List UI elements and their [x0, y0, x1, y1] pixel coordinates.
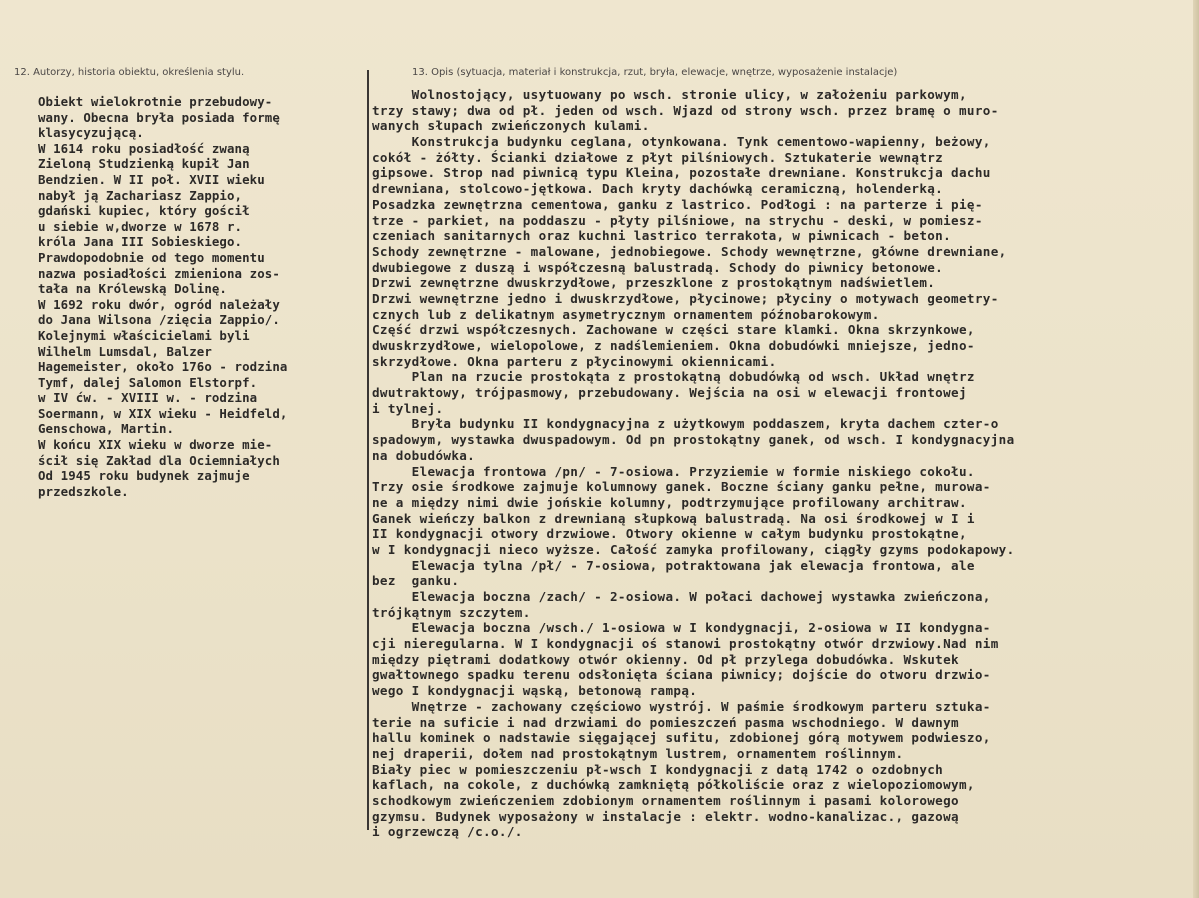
history-text-line: nabył ją Zachariasz Zappio,: [38, 187, 243, 203]
history-text-line: u siebie w,dworze w 1678 r.: [38, 218, 243, 234]
description-text-line: gzymsu. Budynek wyposażony w instalacje : elektr. wodno-kanalizac., gazową: [372, 808, 959, 824]
history-text-line: ścił się Zakład dla Ociemniałych: [38, 452, 280, 468]
history-text-line: Kolejnymi właścicielami byli: [38, 327, 250, 343]
history-text-line: króla Jana III Sobieskiego.: [38, 234, 243, 250]
description-text-line: hallu kominek o nadstawie sięgającej sufitu, zdobionej górą motywem podwieszo,: [372, 730, 991, 746]
history-text-line: W 1692 roku dwór, ogród należały: [38, 296, 280, 312]
history-text-line: Obiekt wielokrotnie przebudowy-: [38, 94, 273, 109]
description-text-line: trzy stawy; dwa od pł. jeden od wsch. Wjazd od strony wsch. przez bramę o muro-: [372, 102, 999, 118]
history-text-line: Bendzien. W II poł. XVII wieku: [38, 171, 265, 187]
description-text-line: Ganek wieńczy balkon z drewnianą słupkową balustradą. Na osi środkowej w I i: [372, 510, 975, 526]
history-text-line: przedszkole.: [38, 483, 129, 499]
description-text-line: i ogrzewczą /c.o./.: [372, 824, 523, 840]
description-text-line: cokół - żółty. Ścianki działowe z płyt pilśniowych. Sztukaterie wewnątrz: [372, 149, 944, 165]
description-text-line: nej draperii, dołem nad prostokątnym lustrem, ornamentem roślinnym.: [372, 745, 904, 761]
description-text-line: cznych lub z delikatnym asymetrycznym ornamentem późnobarokowym.: [372, 306, 880, 322]
description-text-line: Bryła budynku II kondygnacyjna z użytkowym poddaszem, kryta dachem czter-o: [372, 416, 999, 432]
description-text-line: Drzwi zewnętrzne dwuskrzydłowe, przeszklone z prostokątnym nadświetlem.: [372, 275, 936, 291]
section-12-heading: 12. Autorzy, historia obiektu, określenia stylu.: [14, 67, 245, 78]
description-text-line: w I kondygnacji nieco wyższe. Całość zamyka profilowany, ciągły gzyms podokapowy.: [372, 541, 1015, 557]
description-text-line: kaflach, na cokole, z duchówką zamkniętą półkoliście oraz z wielopoziomowym,: [372, 777, 975, 793]
description-text-line: czeniach sanitarnych oraz kuchni lastrico terrakota, w piwnicach - beton.: [372, 228, 952, 244]
description-text-line: II kondygnacji otwory drzwiowe. Otwory okienne w całym budynku prostokątne,: [372, 526, 967, 542]
history-text-line: Prawdopodobnie od tego momentu: [38, 249, 265, 265]
history-text-line: Soermann, w XIX wieku - Heidfeld,: [38, 405, 288, 421]
description-text-line: wanych słupach zwieńczonych kulami.: [372, 118, 650, 134]
description-text-line: Elewacja boczna /wsch./ 1-osiowa w I kondygnacji, 2-osiowa w II kondygna-: [372, 620, 991, 636]
description-text-line: spadowym, wystawka dwuspadowym. Od pn prostokątny ganek, od wsch. I kondygnacyjna: [372, 432, 1015, 448]
history-text-line: Zieloną Studzienką kupił Jan: [38, 156, 250, 172]
description-text-line: skrzydłowe. Okna parteru z płycinowymi okiennicami.: [372, 353, 777, 369]
description-column: [372, 87, 1192, 840]
description-text-line: Wolnostojący, usytuowany po wsch. stronie ulicy, w założeniu parkowym,: [372, 87, 967, 102]
history-column: [38, 94, 368, 499]
history-text-line: klasycyzującą.: [38, 125, 144, 141]
history-text-line: W 1614 roku posiadłość zwaną: [38, 140, 250, 156]
history-text-line: Wilhelm Lumsdal, Balzer: [38, 343, 212, 359]
description-text-line: gwałtownego spadku terenu odsłonięta ściana piwnicy; dojście do otworu drzwio-: [372, 667, 991, 683]
description-text-line: Elewacja boczna /zach/ - 2-osiowa. W połaci dachowej wystawka zwieńczona,: [372, 589, 991, 604]
description-text-line: Biały piec w pomieszczeniu pł-wsch I kondygnacji z datą 1742 o ozdobnych: [372, 761, 944, 777]
history-text-line: Tymf, dalej Salomon Elstorpf.: [38, 374, 258, 390]
description-text-line: między piętrami dodatkowy otwór okienny. Od pł przylega dobudówka. Wskutek: [372, 651, 959, 667]
section-13-heading: 13. Opis (sytuacja, materiał i konstrukcja, rzut, bryła, elewacje, wnętrze, wyposażenie instalacje): [412, 67, 898, 78]
description-text-line: ne a między nimi dwie jońskie kolumny, podtrzymujące profilowany architraw.: [372, 494, 967, 510]
history-text-line: tała na Królewską Dolinę.: [38, 281, 227, 297]
history-text-line: W końcu XIX wieku w dworze mie-: [38, 437, 273, 453]
history-text-line: do Jana Wilsona /zięcia Zappio/.: [38, 312, 280, 328]
history-text-line: wany. Obecna bryła posiada formę: [38, 109, 280, 125]
description-text-line: i tylnej.: [372, 400, 444, 416]
description-text-line: schodkowym zwieńczeniem zdobionym ornamentem roślinnym i pasami kolorowego: [372, 792, 959, 808]
description-text-line: dwubiegowe z duszą i współczesną balustradą. Schody do piwnicy betonowe.: [372, 259, 944, 275]
description-text-line: Plan na rzucie prostokąta z prostokątną dobudówką od wsch. Układ wnętrz: [372, 369, 975, 385]
history-text-line: Genschowa, Martin.: [38, 421, 175, 437]
description-text-line: Schody zewnętrzne - malowane, jednobiegowe. Schody wewnętrzne, główne drewniane,: [372, 243, 1007, 259]
description-text-line: trójkątnym szczytem.: [372, 604, 531, 620]
page-edge: [1193, 0, 1199, 898]
description-text-line: Część drzwi współczesnych. Zachowane w części stare klamki. Okna skrzynkowe,: [372, 322, 975, 338]
description-text-line: bez ganku.: [372, 573, 460, 589]
history-text-line: w IV ćw. - XVIII w. - rodzina: [38, 390, 258, 406]
description-text-line: Elewacja tylna /pł/ - 7-osiowa, potraktowana jak elewacja frontowa, ale: [372, 557, 975, 573]
description-text-line: dwutraktowy, trójpasmowy, przebudowany. Wejścia na osi w elewacji frontowej: [372, 385, 967, 401]
description-text-line: Posadzka zewnętrzna cementowa, ganku z lastrico. Podłogi : na parterze i pię-: [372, 196, 983, 212]
history-text-line: Hagemeister, około 176o - rodzina: [38, 359, 288, 375]
description-text-line: Elewacja frontowa /pn/ - 7-osiowa. Przyziemie w formie niskiego cokołu.: [372, 463, 975, 479]
description-text-line: terie na suficie i nad drzwiami do pomieszczeń pasma wschodniego. W dawnym: [372, 714, 959, 730]
description-text-line: cji nieregularna. W I kondygnacji oś stanowi prostokątny otwór drzwiowy.Nad nim: [372, 636, 999, 652]
description-text-line: Trzy osie środkowe zajmuje kolumnowy ganek. Boczne ściany ganku pełne, murowa-: [372, 479, 991, 495]
description-text-line: Drzwi wewnętrzne jedno i dwuskrzydłowe, płycinowe; płyciny o motywach geometry-: [372, 290, 999, 306]
description-text-line: wego I kondygnacji wąską, betonową rampą.: [372, 683, 698, 699]
description-text-line: drewniana, stolcowo-jętkowa. Dach kryty dachówką ceramiczną, holenderką.: [372, 181, 944, 197]
history-text-line: Od 1945 roku budynek zajmuje: [38, 468, 250, 484]
description-text-line: Konstrukcja budynku ceglana, otynkowana. Tynk cementowo-wapienny, beżowy,: [372, 134, 991, 150]
description-text-line: trze - parkiet, na poddaszu - płyty pilśniowe, na strychu - deski, w pomiesz-: [372, 212, 983, 228]
description-text-line: Wnętrze - zachowany częściowo wystrój. W paśmie środkowym parteru sztuka-: [372, 698, 991, 714]
description-text-line: na dobudówka.: [372, 447, 476, 463]
description-text-line: dwuskrzydłowe, wielopolowe, z nadślemieniem. Okna dobudówki mniejsze, jedno-: [372, 338, 975, 353]
history-text-line: nazwa posiadłości zmieniona zos-: [38, 265, 280, 281]
history-text-line: gdański kupiec, który gościł: [38, 203, 250, 219]
description-text-line: gipsowe. Strop nad piwnicą typu Kleina, pozostałe drewniane. Konstrukcja dachu: [372, 165, 991, 181]
